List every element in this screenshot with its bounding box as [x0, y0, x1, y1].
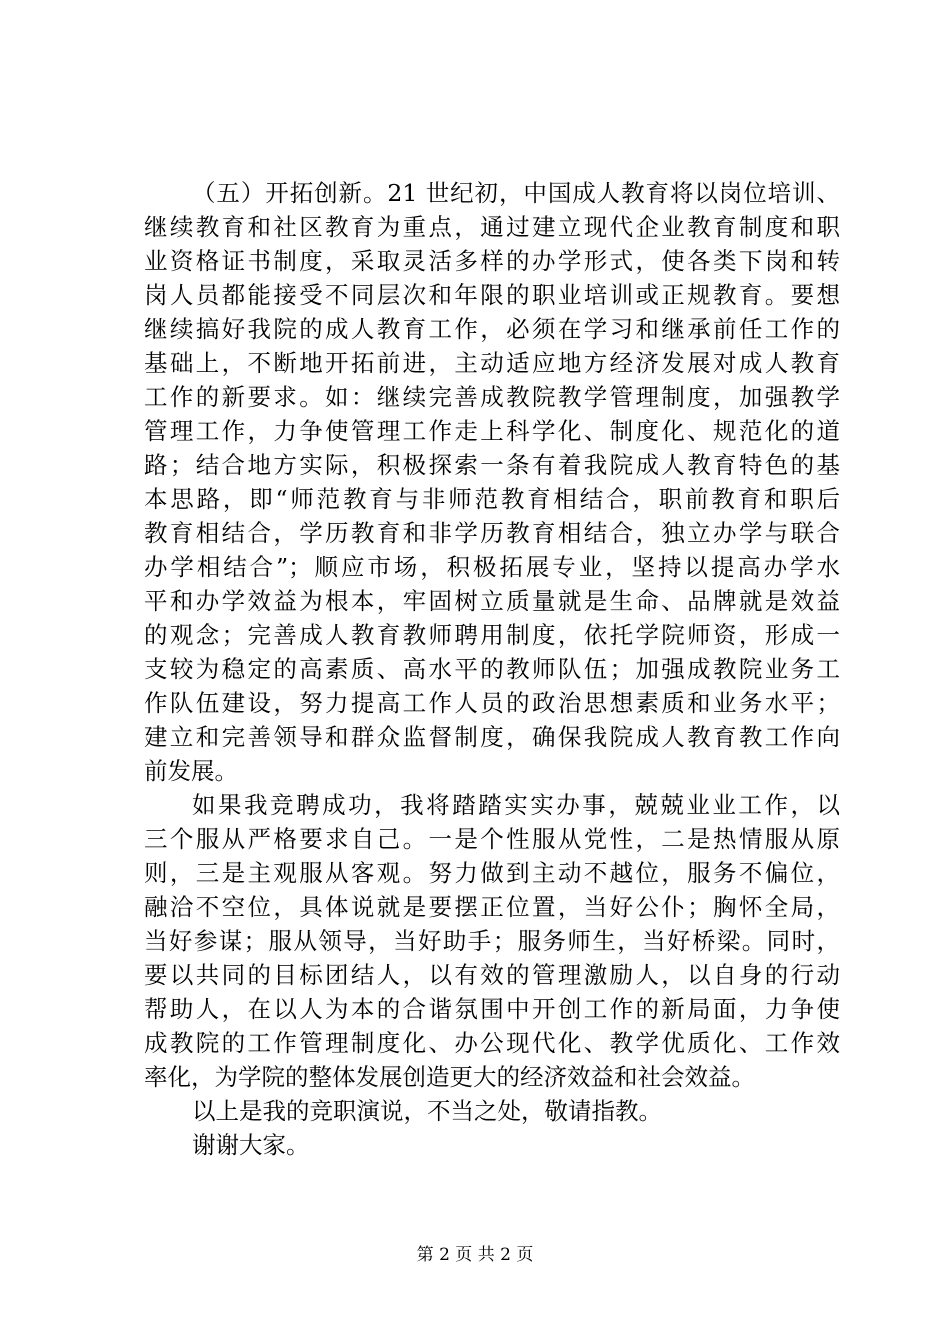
paragraph-line: 基础上，不断地开拓前进，主动适应地方经济发展对成人教育 — [144, 349, 840, 377]
paragraph-line: 办学相结合”；顺应市场，积极拓展专业，坚持以提高办学水 — [144, 553, 840, 581]
paragraph-line: 平和办学效益为根本，牢固树立质量就是生命、品牌就是效益 — [144, 587, 840, 615]
page-number: 第 2 页 共 2 页 — [416, 1245, 534, 1265]
paragraph-line: 融洽不空位，具体说就是要摆正位置，当好公仆；胸怀全局， — [144, 893, 840, 921]
paragraph-line: （五）开拓创新。21 世纪初，中国成人教育将以岗位培训、 — [192, 179, 840, 207]
page-footer — [0, 1245, 950, 1265]
paragraph-line: 则，三是主观服从客观。努力做到主动不越位，服务不偏位， — [144, 859, 840, 887]
paragraph-line: 前发展。 — [144, 757, 238, 785]
paragraph-line: 帮助人，在以人为本的合谐氛围中开创工作的新局面，力争使 — [144, 995, 840, 1023]
paragraph-line: 岗人员都能接受不同层次和年限的职业培训或正规教育。要想 — [144, 281, 840, 309]
paragraph-line: 谢谢大家。 — [192, 1131, 310, 1159]
paragraph-line: 支较为稳定的高素质、高水平的教师队伍；加强成教院业务工 — [144, 655, 840, 683]
paragraph-line: 成教院的工作管理制度化、办公现代化、教学优质化、工作效 — [144, 1029, 840, 1057]
paragraph-line: 工作的新要求。如：继续完善成教院教学管理制度，加强教学 — [144, 383, 840, 411]
paragraph-line: 作队伍建设，努力提高工作人员的政治思想素质和业务水平； — [144, 689, 840, 717]
paragraph-line: 业资格证书制度，采取灵活多样的办学形式，使各类下岗和转 — [144, 247, 840, 275]
paragraph-line: 路；结合地方实际，积极探索一条有着我院成人教育特色的基 — [144, 451, 840, 479]
paragraph-line: 以上是我的竞职演说，不当之处，敬请指教。 — [192, 1097, 662, 1125]
paragraph-line: 建立和完善领导和群众监督制度，确保我院成人教育教工作向 — [144, 723, 840, 751]
paragraph-line: 要以共同的目标团结人，以有效的管理激励人，以自身的行动 — [144, 961, 840, 989]
paragraph-line: 率化，为学院的整体发展创造更大的经济效益和社会效益。 — [144, 1063, 755, 1091]
paragraph-line: 教育相结合，学历教育和非学历教育相结合，独立办学与联合 — [144, 519, 840, 547]
paragraph-line: 的观念；完善成人教育教师聘用制度，依托学院师资，形成一 — [144, 621, 840, 649]
paragraph-line: 继续搞好我院的成人教育工作，必须在学习和继承前任工作的 — [144, 315, 840, 343]
paragraph-line: 当好参谋；服从领导，当好助手；服务师生，当好桥梁。同时， — [144, 927, 840, 955]
paragraph-line: 三个服从严格要求自己。一是个性服从党性，二是热情服从原 — [144, 825, 840, 853]
paragraph-line: 继续教育和社区教育为重点，通过建立现代企业教育制度和职 — [144, 213, 840, 241]
paragraph-line: 管理工作，力争使管理工作走上科学化、制度化、规范化的道 — [144, 417, 840, 445]
paragraph-line: 如果我竞聘成功，我将踏踏实实办事，兢兢业业工作，以 — [192, 791, 840, 819]
paragraph-line: 本思路，即“师范教育与非师范教育相结合，职前教育和职后 — [144, 485, 840, 513]
